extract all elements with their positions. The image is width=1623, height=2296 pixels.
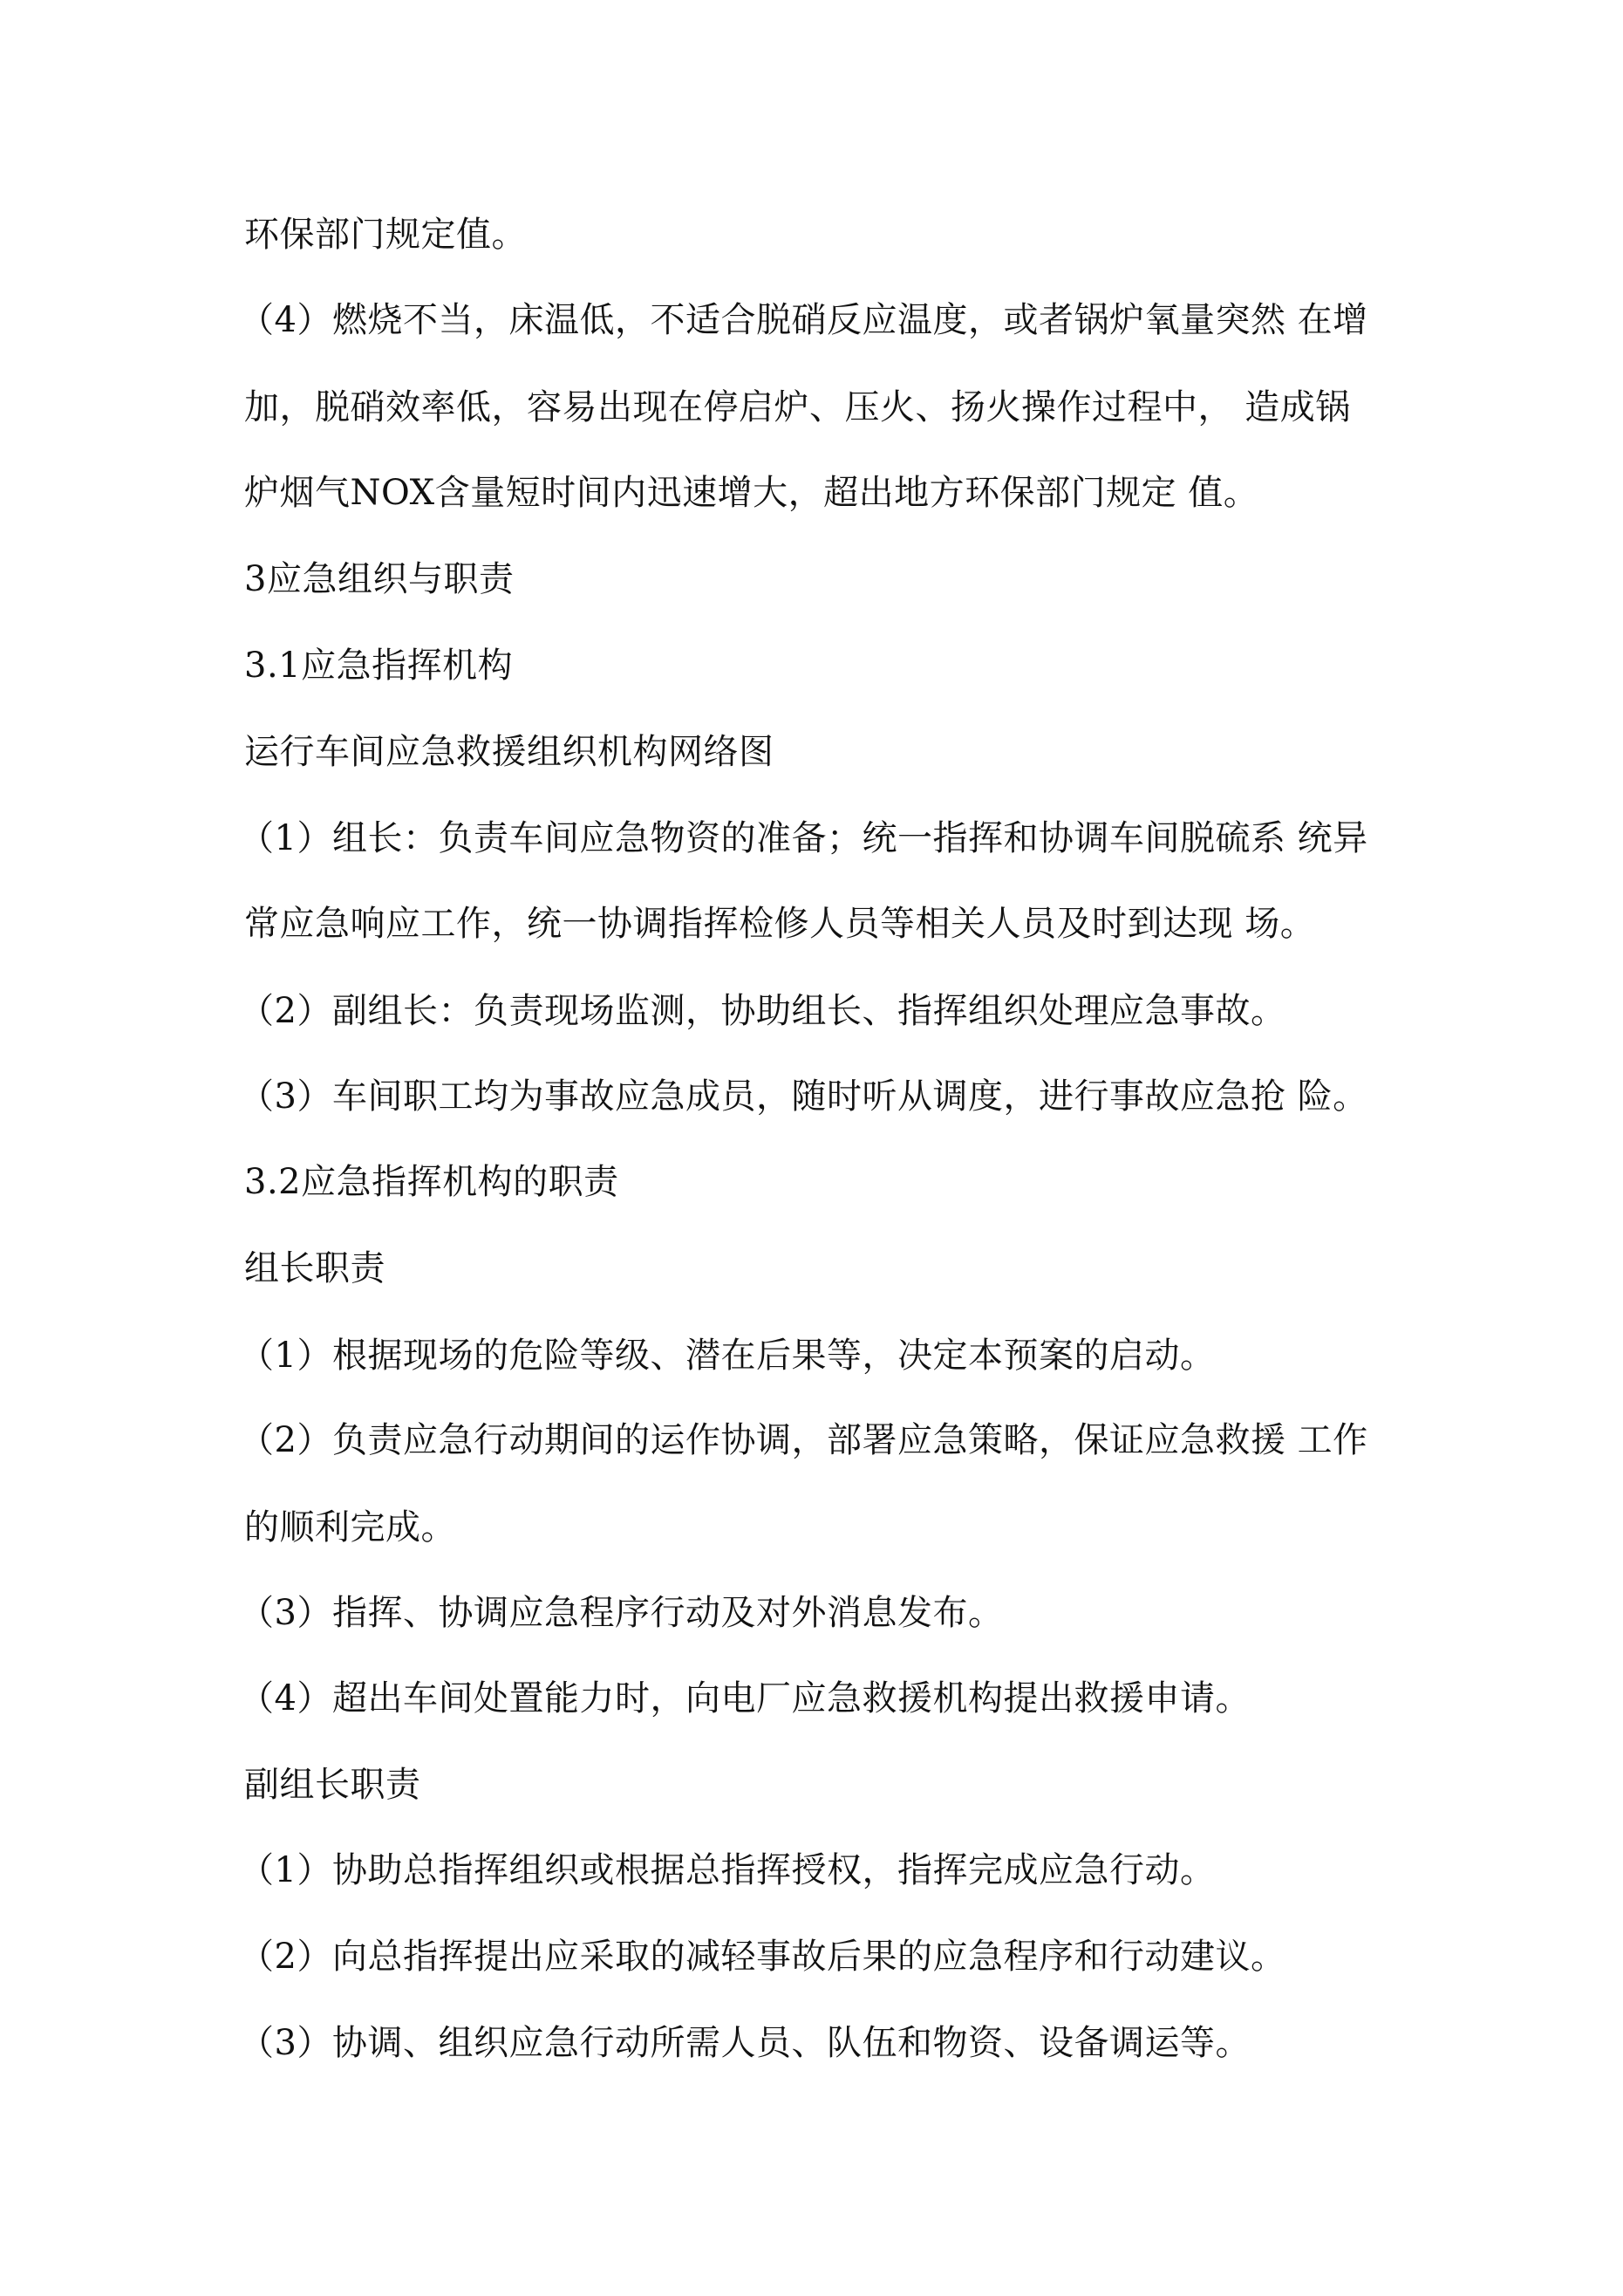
subsection-heading: 3.1应急指挥机构: [244, 646, 514, 686]
text-line: （2）负责应急行动期间的运作协调，部署应急策略，保证应急救援 工作: [239, 1420, 1368, 1460]
text-line: 加，脱硝效率低，容易出现在停启炉、压火、扬火操作过程中， 造成锅: [244, 387, 1351, 427]
text-line: 炉烟气NOX含量短时间内迅速增大，超出地方环保部门规定 值。: [244, 473, 1259, 513]
text-line: （2）向总指挥提出应采取的减轻事故后果的应急程序和行动建议。: [239, 1937, 1286, 1977]
text-line: （3）车间职工均为事故应急成员，随时听从调度，进行事故应急抢 险。: [239, 1076, 1368, 1117]
text-line: 常应急响应工作，统一协调指挥检修人员等相关人员及时到达现 场。: [244, 904, 1316, 944]
section-heading: 3应急组织与职责: [244, 559, 515, 599]
text-line: （4）燃烧不当，床温低，不适合脱硝反应温度，或者锅炉氧量突然 在增: [239, 300, 1368, 340]
text-line: （1）协助总指挥组织或根据总指挥授权，指挥完成应急行动。: [239, 1850, 1216, 1890]
paragraph-heading: 副组长职责: [244, 1765, 421, 1805]
paragraph-heading: 组长职责: [244, 1248, 385, 1288]
text-line: （1）组长：负责车间应急物资的准备；统一指挥和协调车间脱硫系 统异: [239, 818, 1368, 858]
subsection-heading: 3.2应急指挥机构的职责: [244, 1162, 619, 1202]
text-line: 的顺利完成。: [244, 1507, 456, 1548]
text-line: （3）协调、组织应急行动所需人员、队伍和物资、设备调运等。: [239, 2023, 1251, 2063]
text-line: 环保部门规定值。: [244, 215, 527, 255]
text-line: （1）根据现场的危险等级、潜在后果等，决定本预案的启动。: [239, 1336, 1216, 1376]
text-line: （4）超出车间处置能力时，向电厂应急救援机构提出救援申请。: [239, 1678, 1251, 1719]
text-line: （3）指挥、协调应急程序行动及对外消息发布。: [239, 1593, 1004, 1633]
text-line: （2）副组长：负责现场监测，协助组长、指挥组织处理应急事故。: [239, 991, 1286, 1031]
text-line: 运行车间应急救援组织机构网络图: [244, 732, 774, 772]
